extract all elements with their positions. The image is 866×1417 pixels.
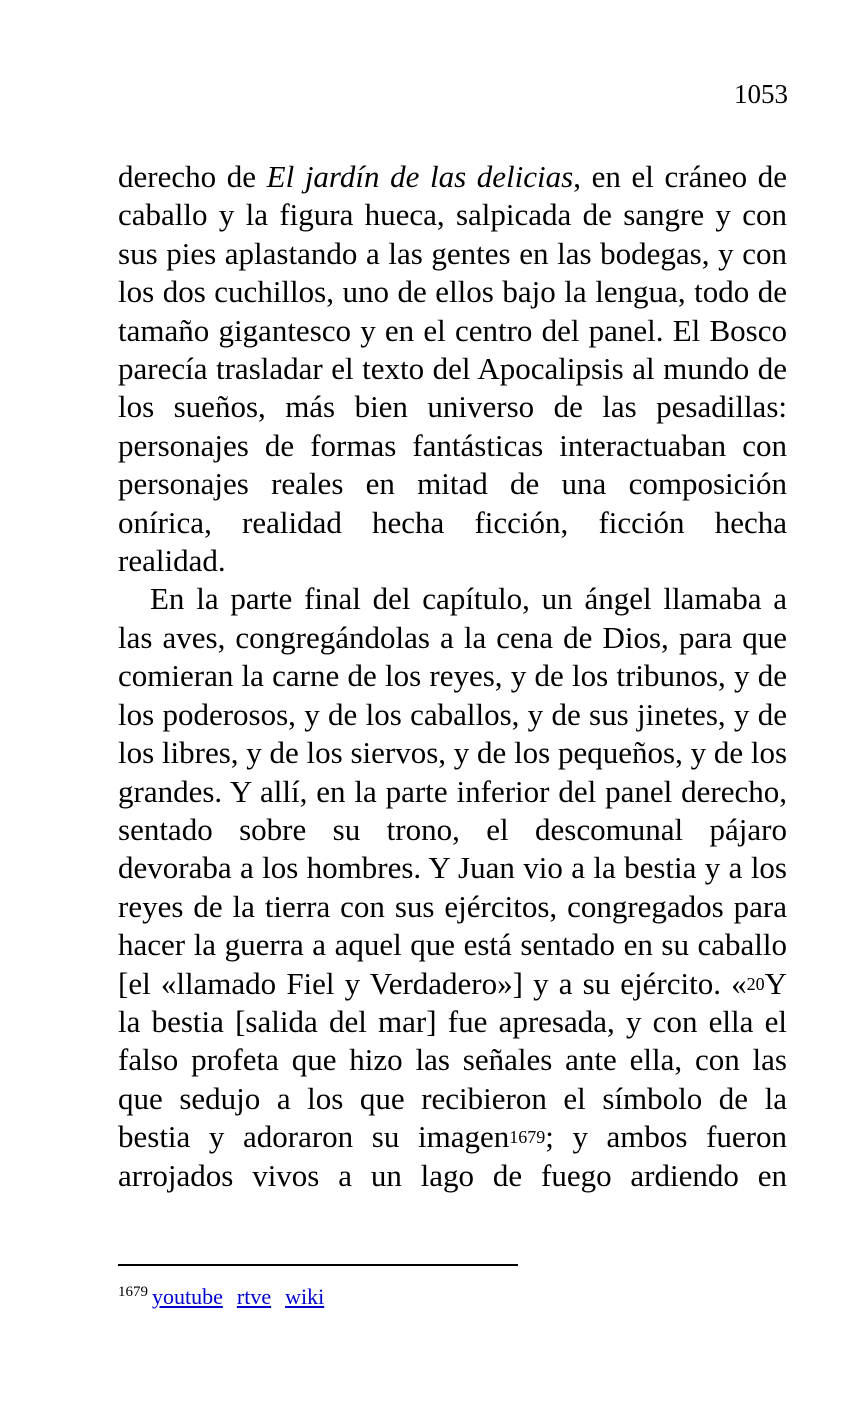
page-number: 1053 [734,79,788,109]
paragraph-2-part-1: En la parte final del capítulo, un ángel llamaba a las aves, congregándolas a la cena de Dios, para que comieran la carne de los reyes, y de los tribunos, y de los poderosos, y de los caballos, y de sus jinetes, y de los libres, y de los siervos, y de los pequeños, y de los grandes. Y allí, en la parte inferior del panel derecho, sentado sobre su trono, el descomunal pájaro devoraba a los hombres. Y Juan vio a la bestia y a los reyes de la tierra con sus ejércitos, congregados para hacer la guerra a aquel que está sentado en su caballo [el «llamado Fiel y Verdadero»] y a su ejército. « [118,581,788,1001]
footnote-reference[interactable]: 1679 [509,1127,546,1148]
footnote-separator [118,1264,518,1266]
paragraph-1 [118,158,787,580]
paragraph-1-pre: derecho de [118,159,267,194]
footnote [118,1282,338,1312]
footnote-link-rtve[interactable]: rtve [236,1284,272,1309]
footnote-number: 1679 [118,1284,148,1300]
body-text [118,158,787,1195]
verse-number: 20 [746,973,765,994]
paragraph-1-post: , en el cráneo de caballo y la figura hueca, salpicada de sangre y con sus pies aplastando a las gentes en las bodegas, y con los dos cuchillos, uno de ellos bajo la lengua, todo de tamaño gigantesco y en el centro del panel. El Bosco parecía trasladar el texto del Apocalipsis al mundo de los sueños, más bien universo de las pesadillas: personajes de formas fantásticas interactuaban con personajes reales en mitad de una composición onírica, realidad hecha ficción, ficción hecha realidad. [118,159,787,579]
paragraph-2 [118,580,787,1195]
paragraph-2-part-3: ; y ambos fueron arrojados vivos a un lago de fuego ardiendo en [118,1119,787,1193]
footnote-link-wiki[interactable]: wiki [285,1284,325,1309]
footnote-link-youtube[interactable]: youtube [152,1284,223,1309]
artwork-title: El jardín de las delicias [266,159,574,194]
paragraph-2-part-2: Y la bestia [salida del mar] fue apresada, y con ella el falso profeta que hizo las señales ante ella, con las que sedujo a los que recibieron el símbolo de la bestia y adoraron su imagen [118,965,787,1155]
